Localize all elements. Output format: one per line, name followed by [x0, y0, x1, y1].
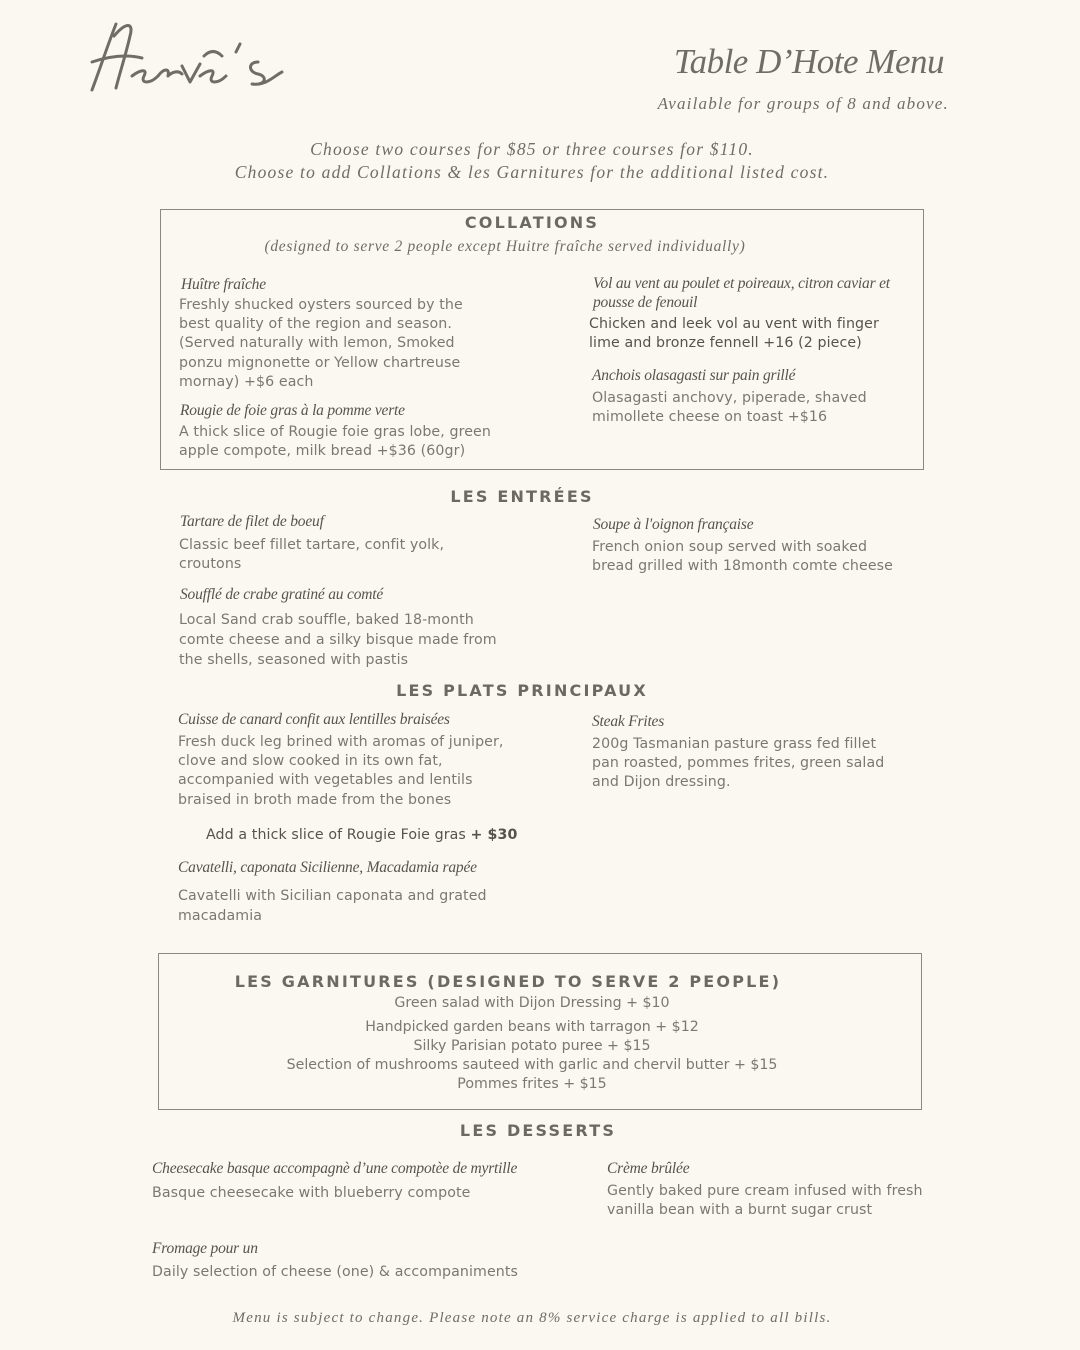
dish-description: Daily selection of cheese (one) & accompaniments [152, 1264, 519, 1280]
collations-heading: COLLATIONS [464, 213, 600, 232]
dish-description: 200g Tasmanian pasture grass fed fillet pan roasted, pommes frites, green salad and Dijon dressing. [592, 736, 885, 791]
plats-heading: LES PLATS PRINCIPAUX [396, 681, 648, 700]
garnitures-heading: LES GARNITURES (DESIGNED TO SERVE 2 PEOPLE) [234, 972, 782, 991]
dish-name: Cavatelli, caponata Sicilienne, Macadamia rapée [178, 859, 477, 876]
herves-logo [86, 14, 296, 98]
dish-description: Local Sand crab souffle, baked 18-month comte cheese and a silky bisque made from the shells, seasoned with pastis [179, 612, 497, 668]
garniture-item: Silky Parisian potato puree + $15 [413, 1038, 651, 1054]
footer-note: Menu is subject to change. Please note an 8% service charge is applied to all bills. [232, 1310, 832, 1326]
dish-name: Rougie de foie gras à la pomme verte [180, 402, 405, 419]
collations-note: (designed to serve 2 people except Huitre fraîche served individually) [264, 238, 746, 255]
addon-text: Add a thick slice of Rougie Foie gras [206, 827, 471, 843]
dish-name: Tartare de filet de boeuf [180, 513, 324, 530]
dish-name: Anchois olasagasti sur pain grillé [592, 367, 796, 384]
dish-description: Freshly shucked oysters sourced by the best quality of the region and season. (Served naturally with lemon, Smoked ponzu mignonette or Yellow chartreuse mornay) +$6 each [179, 297, 463, 390]
dish-name: Cuisse de canard confit aux lentilles braisées [178, 711, 450, 728]
entrees-heading: LES ENTRÉES [450, 487, 594, 506]
dish-name: Vol au vent au poulet et poireaux, citron caviar et pousse de fenouil [593, 275, 890, 311]
foie-gras-addon [206, 826, 546, 845]
dish-name: Soupe à l'oignon française [593, 516, 754, 533]
dish-description: A thick slice of Rougie foie gras lobe, green apple compote, milk bread +$36 (60gr) [179, 424, 491, 460]
dish-description: Fresh duck leg brined with aromas of juniper, clove and slow cooked in its own fat, accompanied with vegetables and lentils braised in broth made from the bones [178, 734, 504, 808]
desserts-heading: LES DESSERTS [459, 1121, 617, 1140]
intro-text [0, 138, 1064, 184]
dish-name: Crème brûlée [607, 1160, 690, 1177]
menu-subtitle: Available for groups of 8 and above. [657, 94, 949, 113]
dish-name: Cheesecake basque accompagnè d’une compotèe de myrtille [152, 1160, 518, 1177]
dish-name: Soufflé de crabe gratiné au comté [180, 586, 384, 603]
dish-description: French onion soup served with soaked bread grilled with 18month comte cheese [592, 539, 893, 575]
garniture-item: Green salad with Dijon Dressing + $10 [394, 995, 670, 1011]
addon-price: + $30 [470, 827, 518, 843]
garniture-item: Selection of mushrooms sauteed with garlic and chervil butter + $15 [286, 1057, 778, 1073]
dish-description: Cavatelli with Sicilian caponata and grated macadamia [178, 888, 487, 924]
intro-line-2: Choose to add Collations & les Garnitures for the additional listed cost. [234, 162, 830, 182]
dish-description: Basque cheesecake with blueberry compote [152, 1185, 471, 1201]
dish-name: Steak Frites [592, 713, 665, 730]
dish-description: Classic beef fillet tartare, confit yolk, croutons [179, 537, 445, 573]
intro-line-1: Choose two courses for $85 or three courses for $110. [310, 139, 754, 159]
dish-name: Fromage pour un [152, 1240, 258, 1257]
dish-description: Olasagasti anchovy, piperade, shaved mimollete cheese on toast +$16 [592, 390, 867, 426]
dish-description: Chicken and leek vol au vent with finger lime and bronze fennell +16 (2 piece) [589, 316, 879, 352]
garniture-item: Handpicked garden beans with tarragon + $12 [365, 1019, 699, 1035]
dish-name: Huître fraîche [181, 276, 266, 293]
dish-description: Gently baked pure cream infused with fresh vanilla bean with a burnt sugar crust [607, 1183, 923, 1219]
menu-title: Table D’Hote Menu [673, 42, 944, 81]
garniture-item: Pommes frites + $15 [457, 1076, 607, 1092]
